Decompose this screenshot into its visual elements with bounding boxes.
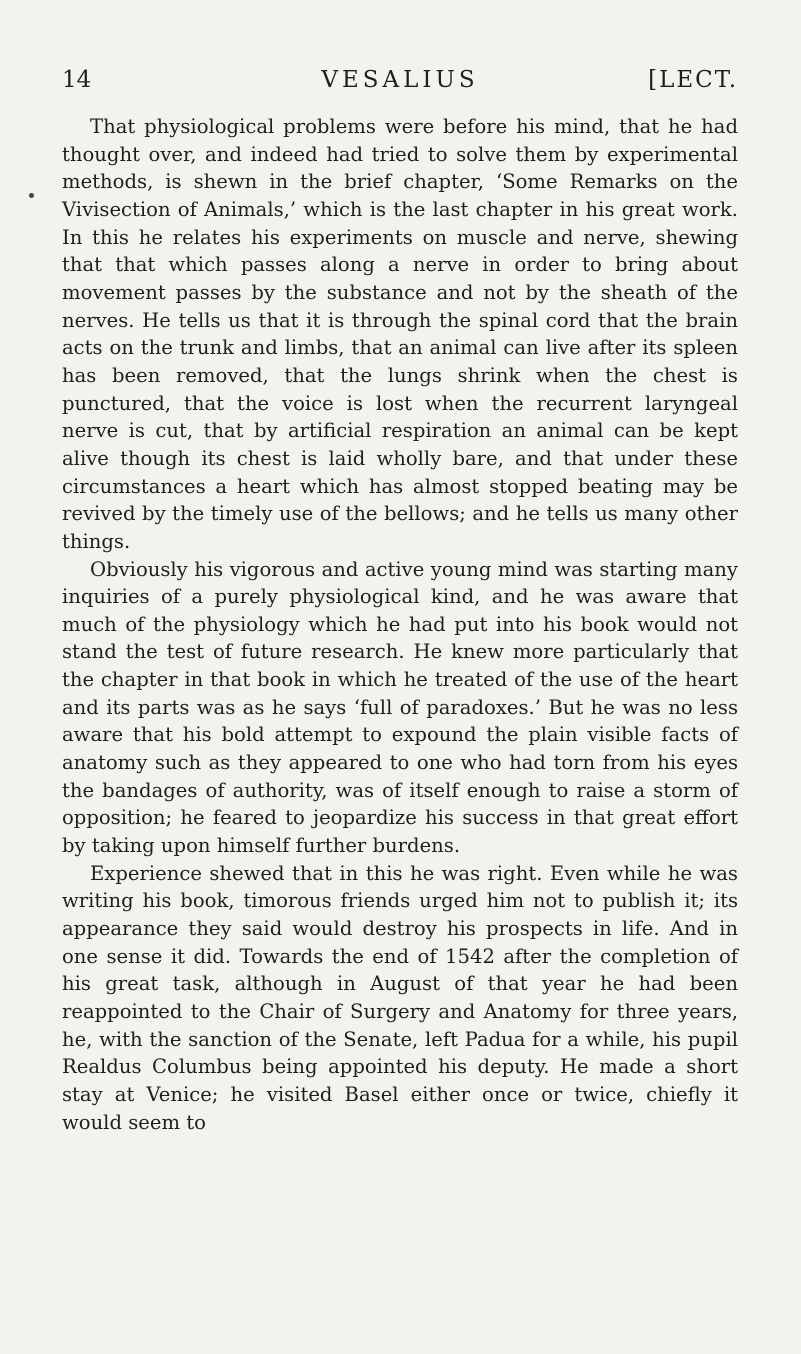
section-label: [LECT. <box>648 67 738 93</box>
running-head <box>62 64 738 96</box>
page-number: 14 <box>62 67 92 93</box>
paragraph: Obviously his vigorous and active young mind was starting many inquiries of a purely physiological kind, and he was aware that much of the physiology which he had put into his book would not stand the test of future research. He knew more particularly that the chapter in that book in which he treated of the use of the heart and its parts was as he says ‘full of paradoxes.’ But he was no less aware that his bold attempt to expound the plain visible facts of anatomy such as they appeared to one who had torn from his eyes the bandages of authority, was of itself enough to raise a storm of opposition; he feared to jeopardize his success in that great effort by taking upon himself further burdens. <box>62 557 738 858</box>
body-text <box>62 113 738 1136</box>
margin-mark <box>29 193 34 198</box>
paragraph: That physiological problems were before his mind, that he had thought over, and indeed had tried to solve them by experimental methods, is shewn in the brief chapter, ‘Some Remarks on the Vivisection of Animals,’ which is the last chapter in his great work. In this he relates his experiments on muscle and nerve, shewing that that which passes along a nerve in order to bring about movement passes by the substance and not by the sheath of the nerves. He tells us that it is through the spinal cord that the brain acts on the trunk and limbs, that an animal can live after its spleen has been removed, that the lungs shrink when the chest is punctured, that the voice is lost when the recurrent laryngeal nerve is cut, that by artificial respiration an animal can be kept alive though its chest is laid wholly bare, and that under these circumstances a heart which has almost stopped beating may be revived by the timely use of the bellows; and he tells us many other things. <box>62 115 738 553</box>
running-title: VESALIUS <box>321 67 479 93</box>
paragraph: Experience shewed that in this he was right. Even while he was writing his book, timorous friends urged him not to publish it; its appearance they said would destroy his prospects in life. And in one sense it did. Towards the end of 1542 after the completion of his great task, although in August of that year he had been reappointed to the Chair of Surgery and Anatomy for three years, he, with the sanction of the Senate, left Padua for a while, his pupil Realdus Columbus being appointed his deputy. He made a short stay at Venice; he visited Basel either once or twice, chiefly it would seem to <box>62 861 738 1134</box>
